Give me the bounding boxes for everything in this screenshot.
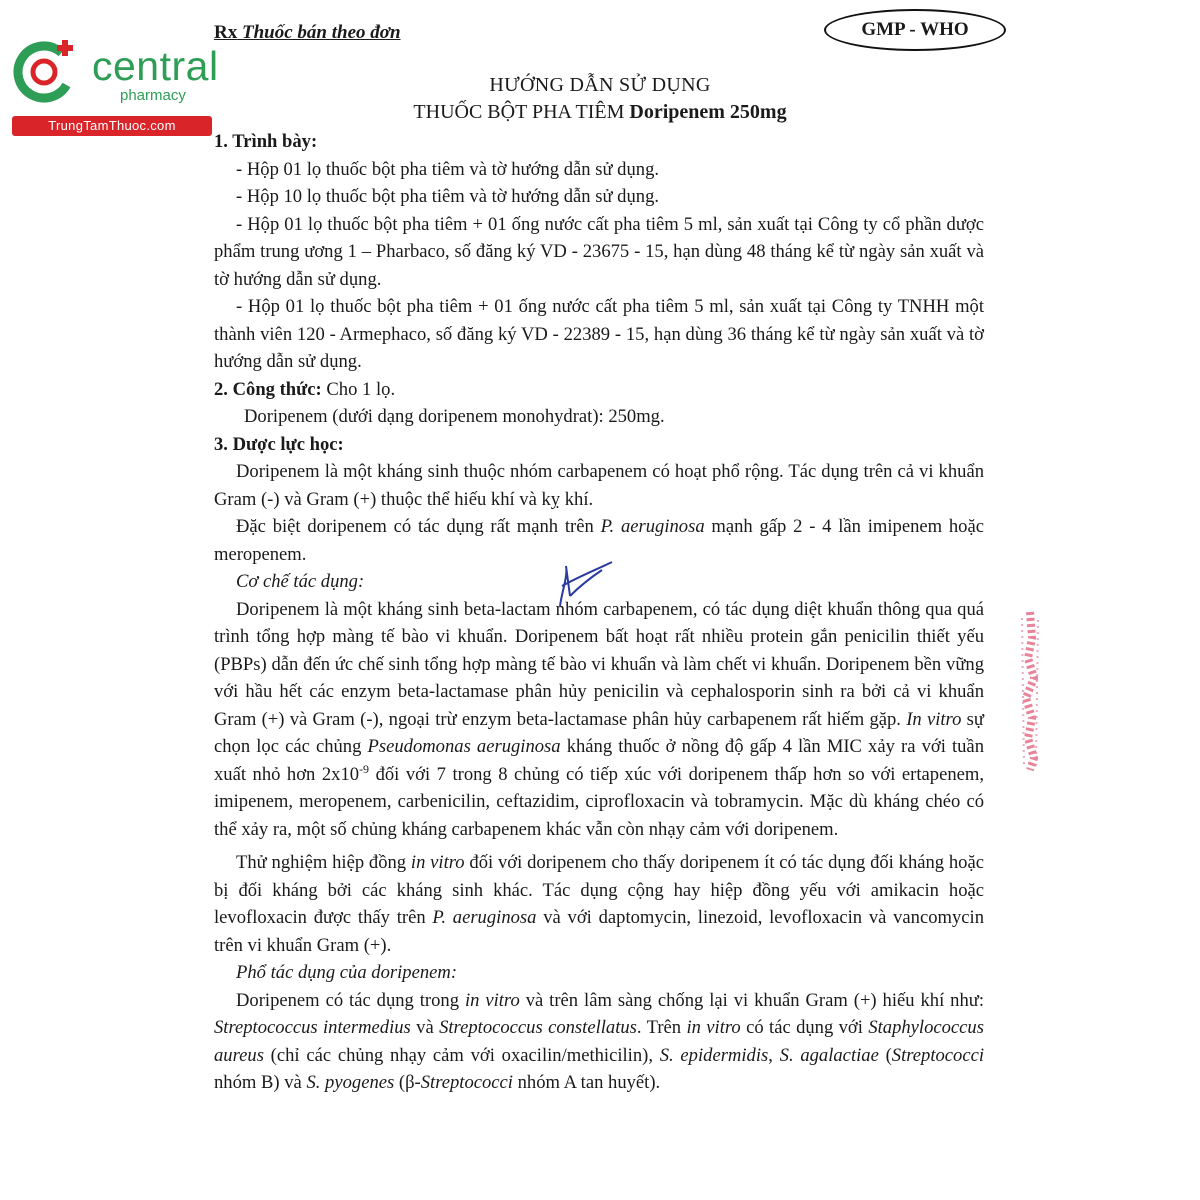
text-run: nhóm A tan huyết). [512, 1072, 661, 1093]
text-run: (chỉ các chủng nhạy cảm với oxacilin/methicilin), [263, 1044, 660, 1066]
text-run: , [768, 1044, 780, 1066]
italic-run: Staphylococcus aureus [214, 1017, 984, 1066]
signature-mark [540, 556, 620, 616]
red-stamp [1010, 608, 1050, 773]
doc-title-line2 [0, 101, 1200, 124]
text-run: và trên lâm sàng chống lại vi khuẩn Gram (+) hiếu khí như: [519, 989, 985, 1011]
logo-sub: pharmacy [120, 87, 186, 104]
text-run: sự chọn lọc các chủng [214, 708, 984, 757]
s2-line: Doripenem (dưới dạng doripenem monohydrat): 250mg. [244, 406, 665, 427]
s3-para-1: Doripenem là một kháng sinh thuộc nhóm carbapenem có hoạt phổ rộng. Tác dụng trên cả vi khuẩn Gram (-) và Gram (+) thuộc thể hiếu khí và kỵ khí. [214, 461, 984, 510]
s3-para-5 [214, 987, 984, 1097]
italic-run: in vitro [464, 989, 520, 1011]
text-run: kháng thuốc ở nồng độ gấp 4 lần MIC xảy ra với tuần xuất nhỏ hơn 2x10 [214, 736, 984, 785]
title-product: Doripenem 250mg [629, 101, 787, 123]
text-run: Doripenem có tác dụng trong [236, 989, 465, 1011]
s1-item-1: - Hộp 01 lọ thuốc bột pha tiêm và tờ hướng dẫn sử dụng. [236, 158, 660, 180]
s1-item-4: - Hộp 01 lọ thuốc bột pha tiêm + 01 ống nước cất pha tiêm 5 ml, sản xuất tại Công ty TNHH một thành viên 120 - Armephaco, số đăng ký VD - 22389 - 15, hạn dùng 36 tháng kể từ ngày sản xuất và tờ hướng dẫn sử dụng. [214, 296, 984, 372]
text-run: có tác dụng với [740, 1017, 869, 1038]
italic-run: Streptococci [891, 1044, 985, 1066]
s3-sub-spectrum: Phổ tác dụng của doripenem: [236, 962, 458, 983]
text-run: đối với doripenem cho thấy doripenem ít có tác dụng đối kháng hoặc bị đối kháng bởi các kháng sinh khác. Tác dụng cộng hay hiệp đồng yếu với amikacin hoặc levofloxacin được thấy trên [214, 852, 984, 928]
italic-run: Streptococci [420, 1072, 513, 1093]
rx-symbol: Rx [214, 22, 238, 43]
section-1-heading: 1. Trình bày: [214, 131, 318, 152]
italic-run: P. aeruginosa [432, 907, 537, 928]
logo-site: TrungTamThuoc.com [12, 116, 212, 136]
text-run: . Trên [636, 1017, 687, 1038]
gmp-badge: GMP - WHO [824, 9, 1006, 51]
italic-run: S. pyogenes [306, 1072, 395, 1093]
s3-para-4 [214, 849, 984, 959]
s3-sub-mechanism: Cơ chế tác dụng: [236, 571, 365, 592]
italic-run: in vitro [410, 852, 465, 873]
text-run: (β- [394, 1072, 421, 1093]
s3-para-3 [214, 596, 984, 844]
text-run: ( [878, 1044, 892, 1066]
text-run: mạnh gấp 2 - 4 lần imipenem hoặc meropenem. [214, 516, 984, 565]
section-2 [214, 376, 984, 404]
text-run: Thử nghiệm hiệp đồng [236, 852, 411, 873]
italic-run: Streptococcus constellatus [439, 1017, 637, 1038]
italic-run: S. agalactiae [779, 1044, 879, 1066]
italic-run: in vitro [686, 1017, 741, 1038]
s1-item-3: - Hộp 01 lọ thuốc bột pha tiêm + 01 ống nước cất pha tiêm 5 ml, sản xuất tại Công ty cổ phần dược phẩm trung ương 1 – Pharbaco, số đăng ký VD - 23675 - 15, hạn dùng 48 tháng kể từ ngày sản xuất và tờ hướng dẫn sử dụng. [214, 213, 984, 290]
text-run: và [410, 1017, 440, 1038]
section-2-heading-rest: Cho 1 lọ. [321, 378, 396, 400]
italic-run: Pseudomonas aeruginosa [367, 736, 561, 757]
italic-run: Streptococcus intermedius [214, 1017, 411, 1038]
italic-run: P. aeruginosa [600, 516, 705, 537]
text-run: Đặc biệt doripenem có tác dụng rất mạnh trên [236, 516, 601, 537]
doc-title-line1: HƯỚNG DẪN SỬ DỤNG [489, 74, 711, 96]
text-run: và với daptomycin, linezoid, levofloxacin và vancomycin trên vi khuẩn Gram (+). [214, 907, 985, 956]
logo-brand: central [92, 43, 219, 89]
s1-item-2: - Hộp 10 lọ thuốc bột pha tiêm và tờ hướng dẫn sử dụng. [236, 186, 660, 207]
text-run: đối với 7 trong 8 chủng có tiếp xúc với doripenem thấp hơn so với ertapenem, imipenem, meropenem, carbenicilin, ceftazidim, ciprofloxacin và tobramycin. Mặc dù kháng chéo có thể xảy ra, một số chủng kháng carbapenem khác vẫn còn nhạy cảm với doripenem. [214, 763, 985, 840]
rx-text: Thuốc bán theo đơn [241, 22, 401, 43]
section-2-heading: 2. Công thức: [214, 378, 322, 400]
italic-run: In vitro [906, 708, 962, 730]
text-run: nhóm B) và [214, 1072, 307, 1093]
rx-label [214, 22, 401, 44]
italic-run: S. epidermidis [659, 1044, 769, 1066]
title-prefix: THUỐC BỘT PHA TIÊM [413, 101, 630, 123]
superscript: -9 [359, 761, 370, 776]
text-run: Doripenem là một kháng sinh beta-lactam nhóm carbapenem, có tác dụng diệt khuẩn thông qua quá trình tổng hợp màng tế bào vi khuẩn. Doripenem bất hoạt rất nhiều protein gắn penicilin thiết yếu (PBPs) dẫn đến ức chế sinh tổng hợp màng tế bào vi khuẩn và làm chết vi khuẩn. Doripenem bền vững với hầu hết các enzym beta-lactamase phân hủy penicilin và cephalosporin sinh ra bởi cả vi khuẩn Gram (+) và Gram (-), ngoại trừ enzym beta-lactamase phân hủy carbapenem rất hiếm gặp. [214, 598, 984, 730]
section-3-heading: 3. Dược lực học: [214, 433, 344, 455]
